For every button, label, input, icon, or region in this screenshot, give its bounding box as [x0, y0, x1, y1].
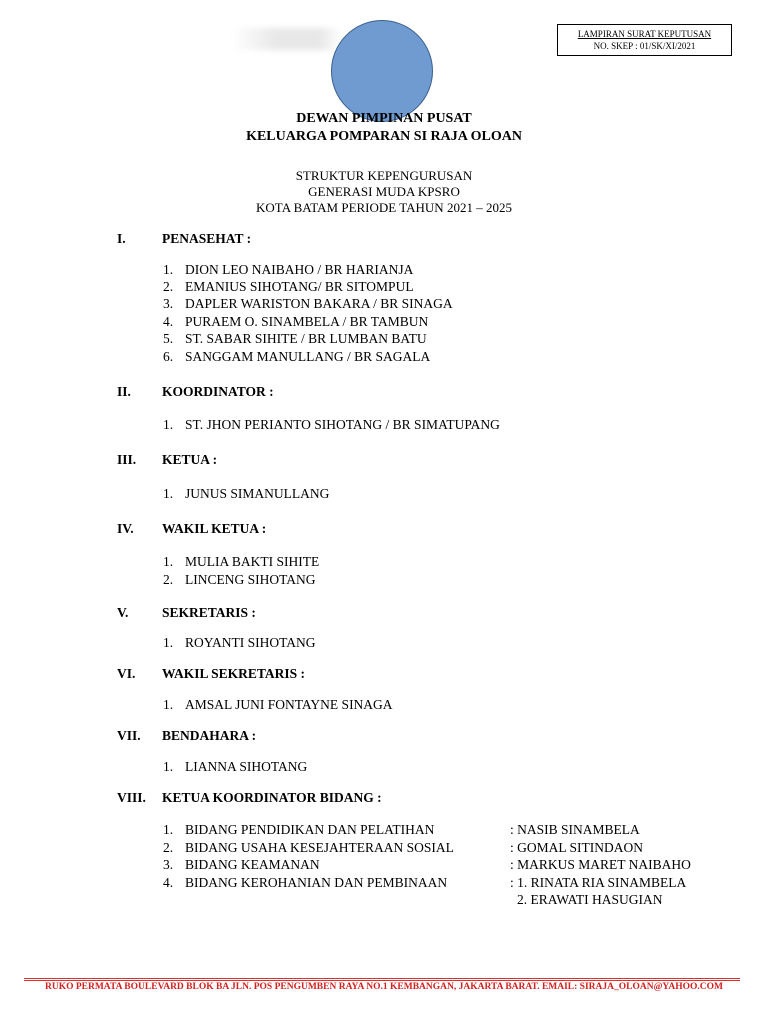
list-item: [163, 296, 453, 312]
list-item: [163, 417, 500, 433]
item-number: 1.: [163, 822, 174, 837]
section-number: IV.: [117, 521, 134, 536]
list-item: [163, 759, 307, 775]
list-item: [163, 635, 316, 651]
lampiran-title: LAMPIRAN SURAT KEPUTUSAN: [577, 29, 712, 39]
list-item: [163, 486, 329, 502]
lampiran-number: NO. SKEP : 01/SK/XI/2021: [593, 41, 696, 51]
item-number: 4.: [163, 314, 174, 329]
item-value: : MARKUS MARET NAIBAHO: [510, 857, 691, 872]
item-number: 1.: [163, 262, 174, 277]
item-number: 1.: [163, 486, 174, 501]
list-item: [163, 314, 428, 330]
item-text: PURAEM O. SINAMBELA / BR TAMBUN: [185, 314, 429, 329]
subtitle-3: KOTA BATAM PERIODE TAHUN 2021 – 2025: [256, 200, 512, 215]
item-text: ROYANTI SIHOTANG: [185, 635, 316, 650]
item-number: 5.: [163, 331, 174, 346]
section-number: VII.: [117, 728, 141, 743]
item-value: : GOMAL SITINDAON: [510, 840, 643, 855]
section-title: SEKRETARIS :: [162, 605, 256, 620]
lampiran-box: [557, 24, 732, 56]
item-text: BIDANG KEAMANAN: [185, 857, 320, 872]
section-title: PENASEHAT :: [162, 231, 252, 246]
item-text: BIDANG USAHA KESEJAHTERAAN SOSIAL: [185, 840, 454, 855]
item-number: 1.: [163, 417, 174, 432]
item-value: : NASIB SINAMBELA: [510, 822, 640, 837]
item-number: 6.: [163, 349, 174, 364]
org-title-2: KELUARGA POMPARAN SI RAJA OLOAN: [246, 129, 522, 144]
item-value-continued: 2. ERAWATI HASUGIAN: [517, 892, 663, 907]
logo-circle: [331, 20, 433, 122]
list-item: [163, 262, 413, 278]
item-text: JUNUS SIMANULLANG: [185, 486, 330, 501]
item-text: DION LEO NAIBAHO / BR HARIANJA: [185, 262, 414, 277]
item-number: 3.: [163, 857, 174, 872]
item-number: 1.: [163, 635, 174, 650]
subtitle-1: STRUKTUR KEPENGURUSAN: [295, 168, 473, 183]
item-number: 2.: [163, 572, 174, 587]
section-title: KOORDINATOR :: [162, 384, 274, 399]
section-title: WAKIL SEKRETARIS :: [162, 666, 306, 681]
list-item: [163, 840, 454, 856]
section-number: III.: [117, 452, 137, 467]
item-text: ST. SABAR SIHITE / BR LUMBAN BATU: [185, 331, 427, 346]
list-item: [163, 279, 414, 295]
item-text: LIANNA SIHOTANG: [185, 759, 308, 774]
item-text: ST. JHON PERIANTO SIHOTANG / BR SIMATUPANG: [185, 417, 500, 432]
item-text: AMSAL JUNI FONTAYNE SINAGA: [185, 697, 393, 712]
footer-address: RUKO PERMATA BOULEVARD BLOK BA JLN. POS PENGUMBEN RAYA NO.1 KEMBANGAN, JAKARTA BARAT. EMAIL: SIRAJA_OLOAN@YAHOO.COM: [44, 982, 724, 992]
item-text: MULIA BAKTI SIHITE: [185, 554, 320, 569]
item-number: 1.: [163, 554, 174, 569]
subtitle-2: GENERASI MUDA KPSRO: [308, 184, 460, 199]
footer-divider: [24, 980, 740, 981]
org-title-1: DEWAN PIMPINAN PUSAT: [296, 111, 472, 126]
redacted-mark: [232, 28, 342, 50]
item-number: 4.: [163, 875, 174, 890]
item-number: 1.: [163, 759, 174, 774]
section-number: VI.: [117, 666, 136, 681]
list-item: [163, 349, 430, 365]
section-number: V.: [117, 605, 129, 620]
list-item: [163, 857, 320, 873]
item-value: : 1. RINATA RIA SINAMBELA: [510, 875, 687, 890]
section-title: WAKIL KETUA :: [162, 521, 267, 536]
section-number: I.: [117, 231, 126, 246]
item-text: LINCENG SIHOTANG: [185, 572, 316, 587]
section-title: KETUA KOORDINATOR BIDANG :: [162, 790, 382, 805]
item-text: EMANIUS SIHOTANG/ BR SITOMPUL: [185, 279, 414, 294]
item-text: BIDANG PENDIDIKAN DAN PELATIHAN: [185, 822, 435, 837]
section-number: II.: [117, 384, 131, 399]
section-title: BENDAHARA :: [162, 728, 257, 743]
list-item: [163, 554, 319, 570]
item-number: 2.: [163, 279, 174, 294]
section-title: KETUA :: [162, 452, 218, 467]
item-number: 3.: [163, 296, 174, 311]
item-text: DAPLER WARISTON BAKARA / BR SINAGA: [185, 296, 453, 311]
list-item: [163, 331, 427, 347]
list-item: [163, 875, 447, 891]
item-text: BIDANG KEROHANIAN DAN PEMBINAAN: [185, 875, 448, 890]
item-number: 2.: [163, 840, 174, 855]
item-text: SANGGAM MANULLANG / BR SAGALA: [185, 349, 431, 364]
list-item: [163, 572, 316, 588]
section-number: VIII.: [117, 790, 146, 805]
list-item: [163, 697, 393, 713]
list-item: [163, 822, 434, 838]
item-number: 1.: [163, 697, 174, 712]
footer-divider: [24, 978, 740, 979]
